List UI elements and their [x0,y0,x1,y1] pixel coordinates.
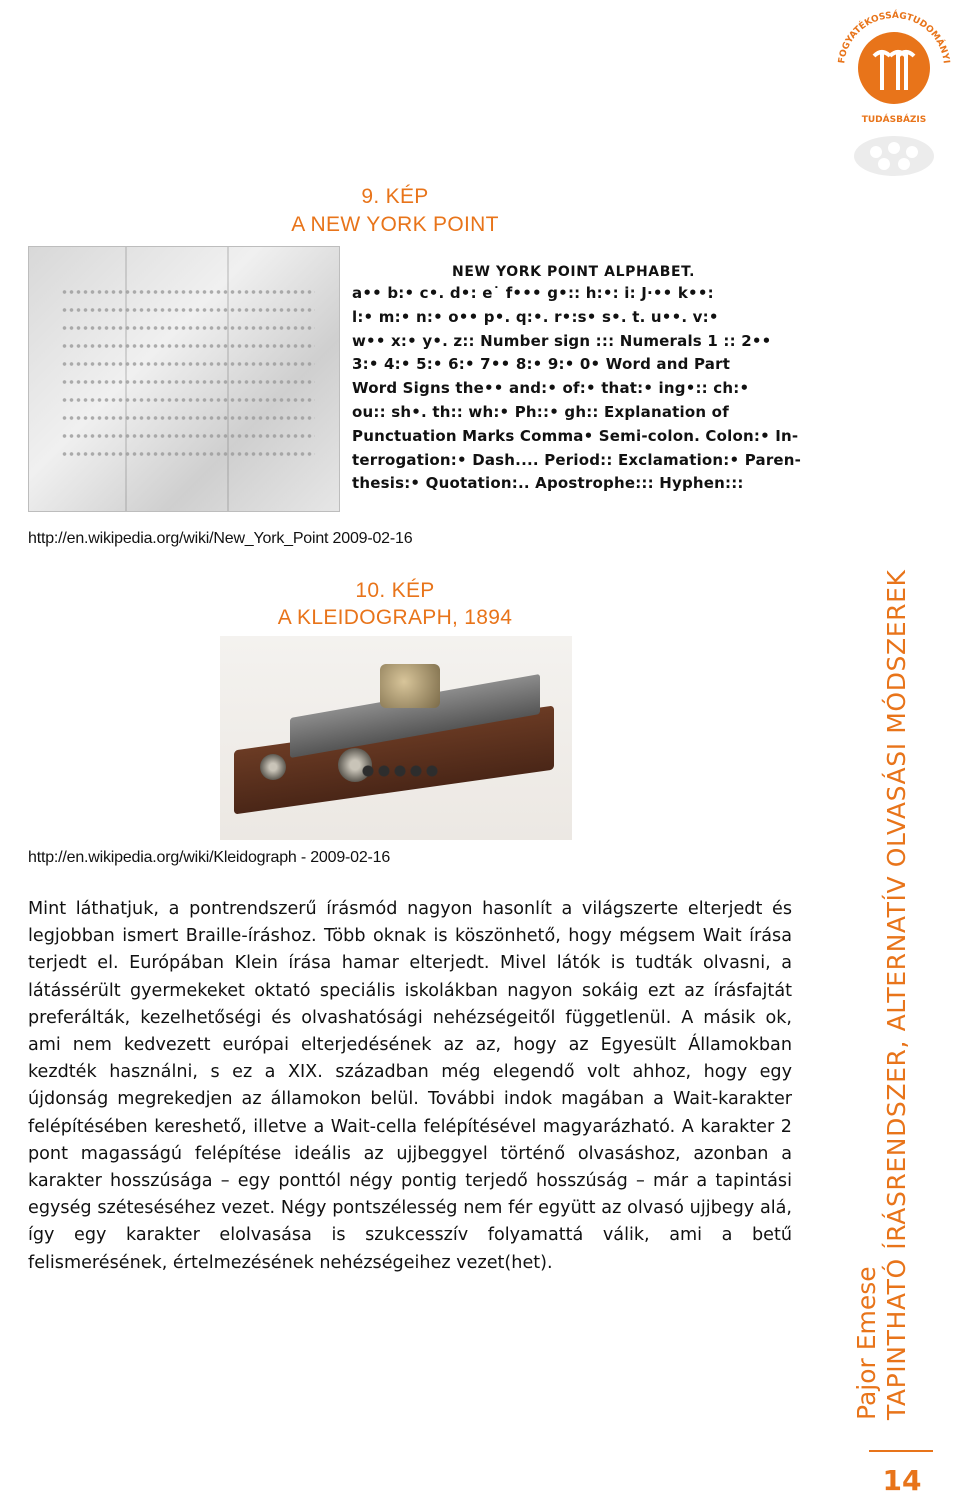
sidebar-title [852,540,912,1420]
chart-row: l:• m:• n:• o•• p•. q:•. r•:s• s•. t. u••. v:• [352,307,719,326]
figure9-caption-title: A NEW YORK POINT [291,213,499,236]
chart-row: Punctuation Marks Comma• Semi-colon. Colon:• In- [352,426,799,445]
logo-circle-icon [858,32,930,104]
logo-dots-icon [854,136,934,176]
body-paragraph: Mint láthatjuk, a pontrendszerű írásmód nagyon hasonlít a világszerte elterjedt és legjobban ismert Braille-íráshoz. Több oknak is köszönhető, hogy mégsem Wait írása terjedt el. Európában Klein írása hamar elterjedt. Mivel látók is tudták olvasni, a látássérült gyermekeket oktató speciális iskolákban nagyon sokáig ezt az írásfajtát preferálták, kezelhetőségi és olvashatósági nehézségeitől függetlenül. A másik ok, ami nem kedvezett európai elterjedésének az az, hogy az Egyesült Államokban kezdték használni, s ez a XIX. században még elegendő volt ahhoz, hogy egy újdonság megrekedjen az államokon belül. További indok magában a Wait-karakter felépítésében kereshető, illetve a Wait-cella felépítésével magyarázható. A karakter 2 pont magasságú felépítése ideális az ujjbeggyel történő olvasáshoz, azonban a karakter hosszúsága – egy ponttól négy pontig terjedő hosszúság – már a tapintási egység széteséséhez vezet. Négy pontszélesség nem fér együtt az olvasó ujjbegy alá, így egy karakter elolvasása is szukcesszív folyamattá válik, ami a betű felismerésének, értelmezésének nehézségeihez vezet(het). [28,899,792,1273]
chart-row: thesis:• Quotation:.. Apostrophe::: Hyphen::: [352,474,744,493]
chart-title: NEW YORK POINT ALPHABET. [452,264,696,280]
chart-row: Word Signs the•• and:• of:• that:• ing•:: ch:• [352,379,750,398]
new-york-point-alphabet-chart [352,262,802,510]
logo-text-top: FOGYATÉKOSSÁGTUDOMÁNYI [837,10,951,65]
institution-logo [830,4,956,184]
chart-row: ou:: sh•. th:: wh:• Ph::• gh:: Explanation of [352,402,729,421]
chart-row: terrogation:• Dash.... Period:: Exclamation:• Paren- [352,450,802,469]
figure10-caption-title: A KLEIDOGRAPH, 1894 [277,606,513,629]
chart-row: w•• x:• y•. z:: Number sign ::: Numerals 1 :: 2•• [352,331,772,350]
page-number: 14 [882,1464,922,1497]
figure10-source-link[interactable]: http://en.wikipedia.org/wiki/Kleidograph - 2009-02-16 [28,849,391,866]
book-title: TAPINTHATÓ ÍRÁSRENDSZER, ALTERNATÍV OLVASÁSI MÓDSZEREK [882,569,911,1420]
figure10-caption-number: 10. KÉP [355,579,435,602]
author-name: Pajor Emese [852,1266,881,1420]
new-york-point-photo [28,246,340,512]
figure9-caption-number: 9. KÉP [361,185,429,208]
kleidograph-photo [220,636,572,840]
logo-text-bottom: TUDÁSBÁZIS [861,115,927,125]
chart-row: a•• b:• c•. d•: e˙ f••• g•:: h:•: i: J·•• k••: [352,284,714,302]
chart-row: 3:• 4:• 5:• 6:• 7•• 8:• 9:• 0• Word and Part [352,355,731,374]
figure9-source-link[interactable]: http://en.wikipedia.org/wiki/New_York_Point 2009-02-16 [28,530,413,547]
page-number-rule [869,1450,933,1452]
